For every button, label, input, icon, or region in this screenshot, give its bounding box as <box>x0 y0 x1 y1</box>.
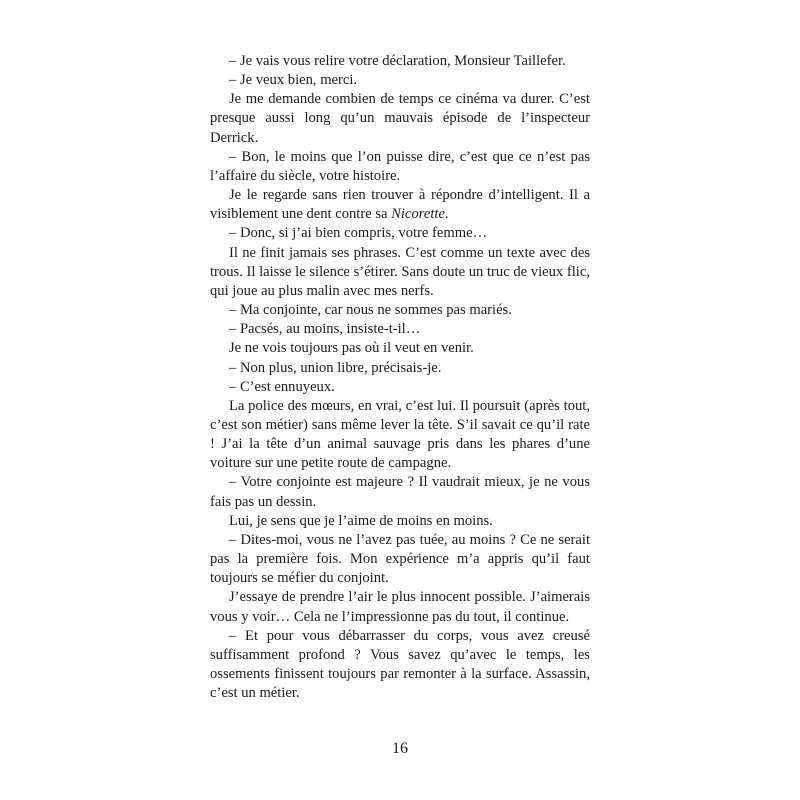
paragraph: – Bon, le moins que l’on puisse dire, c’est que ce n’est pas l’affaire du siècle, votre histoire. <box>210 148 590 184</box>
paragraph: – Donc, si j’ai bien compris, votre femme… <box>229 225 488 242</box>
body-text <box>210 52 590 703</box>
paragraph: – Dites-moi, vous ne l’avez pas tuée, au moins ? Ce ne serait pas la première fois. Mon expérience m’a appris qu’il faut toujours se méfier du conjoint. <box>210 531 590 587</box>
paragraph: La police des mœurs, en vrai, c’est lui. Il poursuit (après tout, c’est son métier) sans même lever la tête. S’il savait ce qu’il rate ! J’ai la tête d’un animal sauvage pris dans les phares d’une voiture sur une petite route de campagne. <box>210 397 590 472</box>
paragraph: Il ne finit jamais ses phrases. C’est comme un texte avec des trous. Il laisse le silence s’étirer. Sans doute un truc de vieux flic, qui joue au plus malin avec mes nerfs. <box>210 244 590 299</box>
paragraph: – Votre conjointe est majeure ? Il vaudrait mieux, je ne vous fais pas un dessin. <box>210 474 590 510</box>
paragraph: Je ne vois toujours pas où il veut en venir. <box>229 340 474 357</box>
paragraph: – Je veux bien, merci. <box>229 72 358 89</box>
paragraph: J’essaye de prendre l’air le plus innocent possible. J’aimerais vous y voir… Cela ne l’impressionne pas du tout, il continue. <box>210 589 590 625</box>
paragraph: – Non plus, union libre, précisais-je. <box>229 359 442 376</box>
paragraph: – Ma conjointe, car nous ne sommes pas mariés. <box>229 302 512 319</box>
paragraph <box>210 186 590 224</box>
paragraph-text: . <box>444 206 449 223</box>
paragraph: – Pacsés, au moins, insiste-t-il… <box>229 321 421 338</box>
page-number: 16 <box>392 740 408 757</box>
paragraph: Je me demande combien de temps ce cinéma va durer. C’est presque aussi long qu’un mauvais épisode de l’inspecteur Derrick. <box>210 91 590 146</box>
paragraph-text: Je le regarde sans rien trouver à répondre d’intelligent. Il a visiblement une dent contre sa <box>210 187 590 223</box>
italic-brand-name: Nicorette <box>391 206 445 223</box>
paragraph: – Et pour vous débarrasser du corps, vous avez creusé suffisamment profond ? Vous savez qu’avec le temps, les ossements finissent toujours par remonter à la surface. Assassin, c’est un métier. <box>210 627 590 702</box>
paragraph: – C’est ennuyeux. <box>229 378 335 395</box>
paragraph: – Je vais vous relire votre déclaration, Monsieur Taillefer. <box>229 53 566 69</box>
paragraph: Lui, je sens que je l’aime de moins en moins. <box>229 512 493 529</box>
